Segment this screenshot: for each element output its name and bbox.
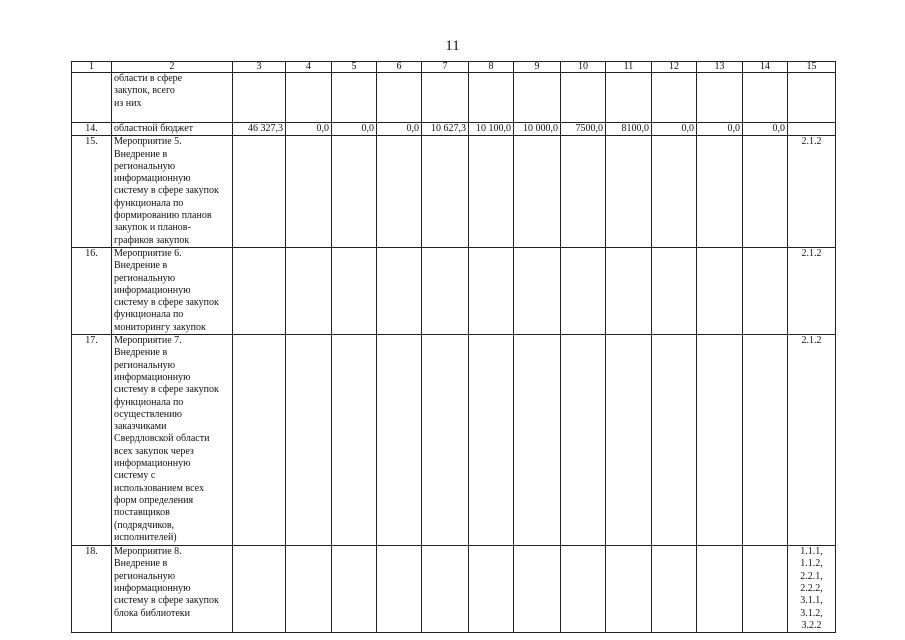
value-cell	[286, 247, 332, 334]
value-cell	[561, 247, 606, 334]
value-cell	[233, 136, 286, 248]
value-cell: 0,0	[332, 123, 377, 136]
column-header: 7	[422, 62, 469, 73]
value-cell: 7500,0	[561, 123, 606, 136]
value-cell	[743, 136, 788, 248]
value-cell	[697, 247, 743, 334]
row-description: Мероприятие 7. Внедрение в региональную информационную систему в сфере закупок функционала по осуществлению заказчиками Свердловской области всех закупок через информационную систему с использованием всех форм определения поставщиков (подрядчиков, исполнителей)	[112, 335, 233, 546]
row-description: Мероприятие 8. Внедрение в региональную информационную систему в сфере закупок блока библиотеки	[112, 546, 233, 633]
value-cell	[377, 73, 422, 123]
value-cell: 0,0	[377, 123, 422, 136]
value-cell	[561, 335, 606, 546]
value-cell	[514, 73, 561, 123]
value-cell: 0,0	[743, 123, 788, 136]
value-cell	[233, 73, 286, 123]
row-description: Мероприятие 6. Внедрение в региональную информационную систему в сфере закупок функционала по мониторингу закупок	[112, 247, 233, 334]
row-number: 16.	[72, 247, 112, 334]
value-cell: 0,0	[286, 123, 332, 136]
row-description: областной бюджет	[112, 123, 233, 136]
value-cell: 46 327,3	[233, 123, 286, 136]
value-cell	[652, 247, 697, 334]
value-cell	[332, 73, 377, 123]
row-description: Мероприятие 5. Внедрение в региональную информационную систему в сфере закупок функционала по формированию планов закупок и планов- графиков закупок	[112, 136, 233, 248]
value-cell	[606, 73, 652, 123]
value-cell	[332, 136, 377, 248]
value-cell	[652, 73, 697, 123]
value-cell	[233, 247, 286, 334]
value-cell	[743, 247, 788, 334]
target-indicator-ref	[788, 73, 836, 123]
value-cell	[514, 546, 561, 633]
row-description: области в сфере закупок, всего из них	[112, 73, 233, 123]
row-number: 15.	[72, 136, 112, 248]
value-cell	[514, 247, 561, 334]
budget-table	[71, 61, 836, 633]
value-cell	[697, 136, 743, 248]
value-cell	[469, 546, 514, 633]
value-cell	[697, 546, 743, 633]
value-cell	[286, 136, 332, 248]
value-cell	[697, 73, 743, 123]
target-indicator-ref: 2.1.2	[788, 335, 836, 546]
row-number	[72, 73, 112, 123]
value-cell	[286, 335, 332, 546]
value-cell	[697, 335, 743, 546]
value-cell	[286, 546, 332, 633]
value-cell: 10 000,0	[514, 123, 561, 136]
value-cell: 0,0	[697, 123, 743, 136]
value-cell	[652, 136, 697, 248]
row-number: 18.	[72, 546, 112, 633]
value-cell: 0,0	[652, 123, 697, 136]
value-cell	[652, 335, 697, 546]
value-cell	[377, 136, 422, 248]
value-cell	[422, 247, 469, 334]
column-header: 11	[606, 62, 652, 73]
value-cell	[332, 335, 377, 546]
table-row	[72, 247, 836, 334]
column-header: 15	[788, 62, 836, 73]
column-header: 3	[233, 62, 286, 73]
header-row	[72, 62, 836, 73]
value-cell	[743, 73, 788, 123]
value-cell	[422, 335, 469, 546]
value-cell	[377, 546, 422, 633]
column-header: 5	[332, 62, 377, 73]
value-cell	[743, 335, 788, 546]
table-row	[72, 335, 836, 546]
value-cell	[422, 546, 469, 633]
column-header: 10	[561, 62, 606, 73]
value-cell	[469, 335, 514, 546]
column-header: 2	[112, 62, 233, 73]
value-cell	[469, 136, 514, 248]
column-header: 9	[514, 62, 561, 73]
column-header: 6	[377, 62, 422, 73]
value-cell	[377, 335, 422, 546]
target-indicator-ref: 2.1.2	[788, 247, 836, 334]
value-cell	[606, 546, 652, 633]
value-cell: 8100,0	[606, 123, 652, 136]
column-header: 8	[469, 62, 514, 73]
value-cell	[422, 136, 469, 248]
value-cell	[233, 335, 286, 546]
column-header: 4	[286, 62, 332, 73]
value-cell	[561, 136, 606, 248]
page-number: 11	[445, 38, 460, 54]
value-cell	[606, 335, 652, 546]
value-cell	[561, 73, 606, 123]
value-cell	[377, 247, 422, 334]
value-cell	[469, 73, 514, 123]
value-cell	[422, 73, 469, 123]
column-header: 14	[743, 62, 788, 73]
table-row	[72, 546, 836, 633]
target-indicator-ref: 2.1.2	[788, 136, 836, 248]
value-cell	[652, 546, 697, 633]
table-row	[72, 73, 836, 123]
value-cell	[469, 247, 514, 334]
value-cell: 10 100,0	[469, 123, 514, 136]
value-cell	[606, 136, 652, 248]
column-header: 12	[652, 62, 697, 73]
table-row	[72, 136, 836, 248]
row-number: 14.	[72, 123, 112, 136]
value-cell	[332, 546, 377, 633]
value-cell	[606, 247, 652, 334]
value-cell	[743, 546, 788, 633]
value-cell	[286, 73, 332, 123]
column-header: 13	[697, 62, 743, 73]
value-cell: 10 627,3	[422, 123, 469, 136]
value-cell	[332, 247, 377, 334]
target-indicator-ref: 1.1.1, 1.1.2, 2.2.1, 2.2.2, 3.1.1, 3.1.2, 3.2.2	[788, 546, 836, 633]
row-number: 17.	[72, 335, 112, 546]
target-indicator-ref	[788, 123, 836, 136]
value-cell	[233, 546, 286, 633]
value-cell	[514, 136, 561, 248]
value-cell	[561, 546, 606, 633]
value-cell	[514, 335, 561, 546]
table-row	[72, 123, 836, 136]
column-header: 1	[72, 62, 112, 73]
